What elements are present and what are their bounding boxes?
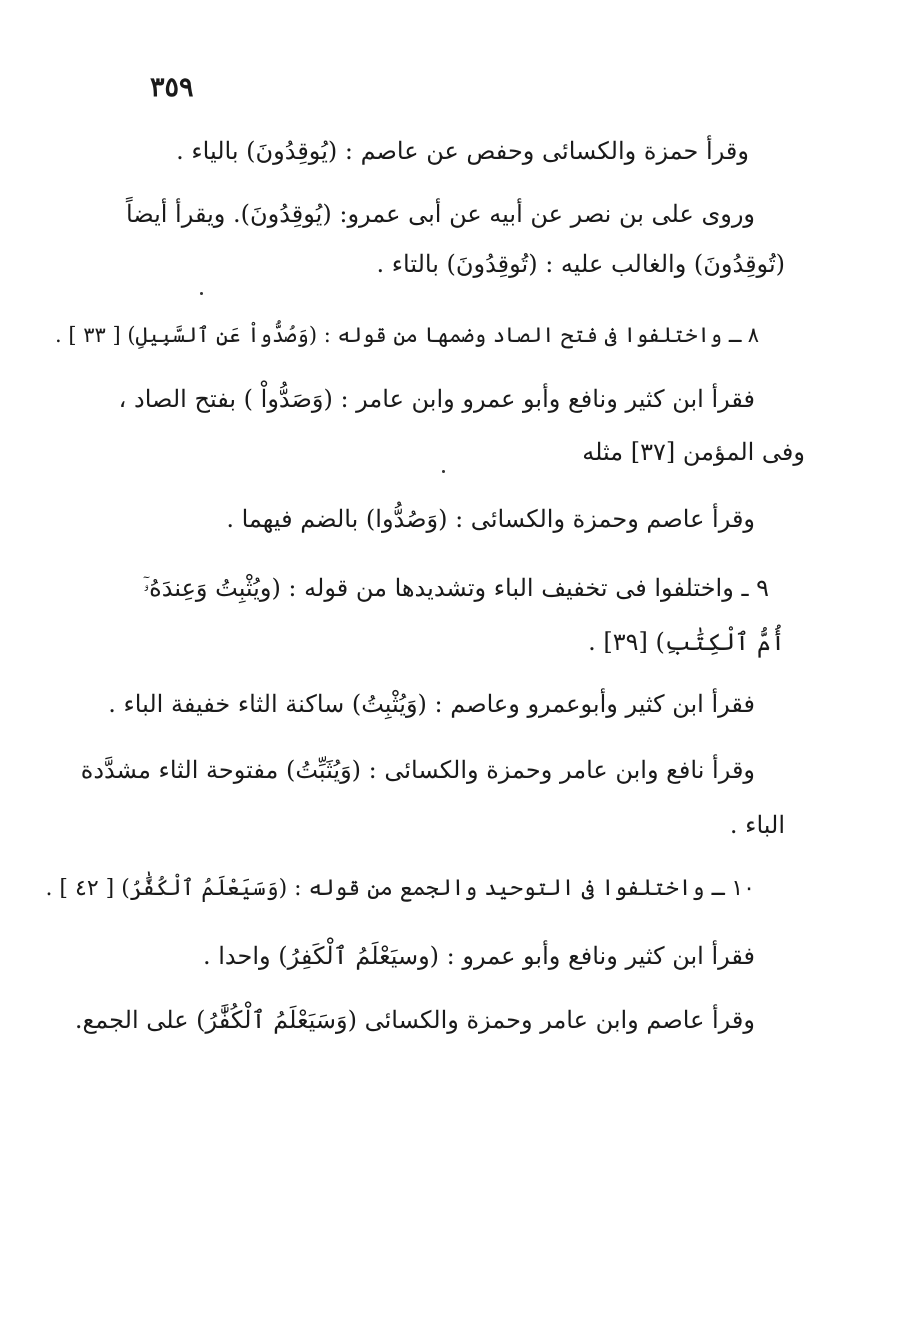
text-line-1: وقرأ حمزة والكسائى وحفص عن عاصم : (يُوقِدُونَ) بالياء . <box>176 137 749 165</box>
text-line-8: ٩ ـ واختلفوا فى تخفيف الباء وتشديدها من قوله : (ويُثْبِتُ وَعِندَهُۥٓ <box>143 574 769 602</box>
text-line-4: ٨ ـ واختلفوا فى فتح الصاد وضمها من قوله : (وَصُدُّواْ عَنِ ٱلسَّبِيلِ) [ ٣٣ ] . <box>55 323 759 347</box>
text-line-14: فقرأ ابن كثير ونافع وأبو عمرو : (وسيَعْلَمُ ٱلْكَفِرُ) واحدا . <box>202 942 755 970</box>
text-line-9: أُمُّ ٱلْكِتَٰبِ) [٣٩] . <box>588 628 785 656</box>
text-line-15: وقرأ عاصم وابن عامر وحمزة والكسائى (وَسَيَعْلَمُ ٱلْكُفَّٰرُ) على الجمع. <box>74 1006 755 1034</box>
text-line-6: وفى المؤمن [٣٧] مثله <box>582 438 805 466</box>
text-line-5: فقرأ ابن كثير ونافع وأبو عمرو وابن عامر : (وَصَدُّواْ ) بفتح الصاد ، <box>118 385 755 413</box>
ink-speck <box>200 292 203 295</box>
text-line-12: الباء . <box>729 811 785 839</box>
text-line-3: (تُوقِدُونَ) والغالب عليه : (تُوقِدُونَ) بالتاء . <box>376 250 785 278</box>
text-line-2: وروى على بن نصر عن أبيه عن أبى عمرو: (يُوقِدُونَ). ويقرأ أيضاً <box>125 200 755 228</box>
ink-speck <box>442 470 445 473</box>
text-line-10: فقرأ ابن كثير وأبوعمرو وعاصم : (وَيُثْبِتُ) ساكنة الثاء خفيفة الباء . <box>108 690 755 718</box>
text-line-13: ١٠ ـ واختلفوا فى التوحيد والجمع من قوله : (وَسَيَعْلَمُ ٱلْكُفَّٰرُ) [ ٤٢ ] . <box>45 876 755 901</box>
text-line-11: وقرأ نافع وابن عامر وحمزة والكسائى : (وَيُثَبِّتُ) مفتوحة الثاء مشدَّدة <box>80 756 755 784</box>
text-line-7: وقرأ عاصم وحمزة والكسائى : (وَصُدُّوا) بالضم فيهما . <box>226 505 755 533</box>
page-number: ٣٥٩ <box>150 72 194 103</box>
